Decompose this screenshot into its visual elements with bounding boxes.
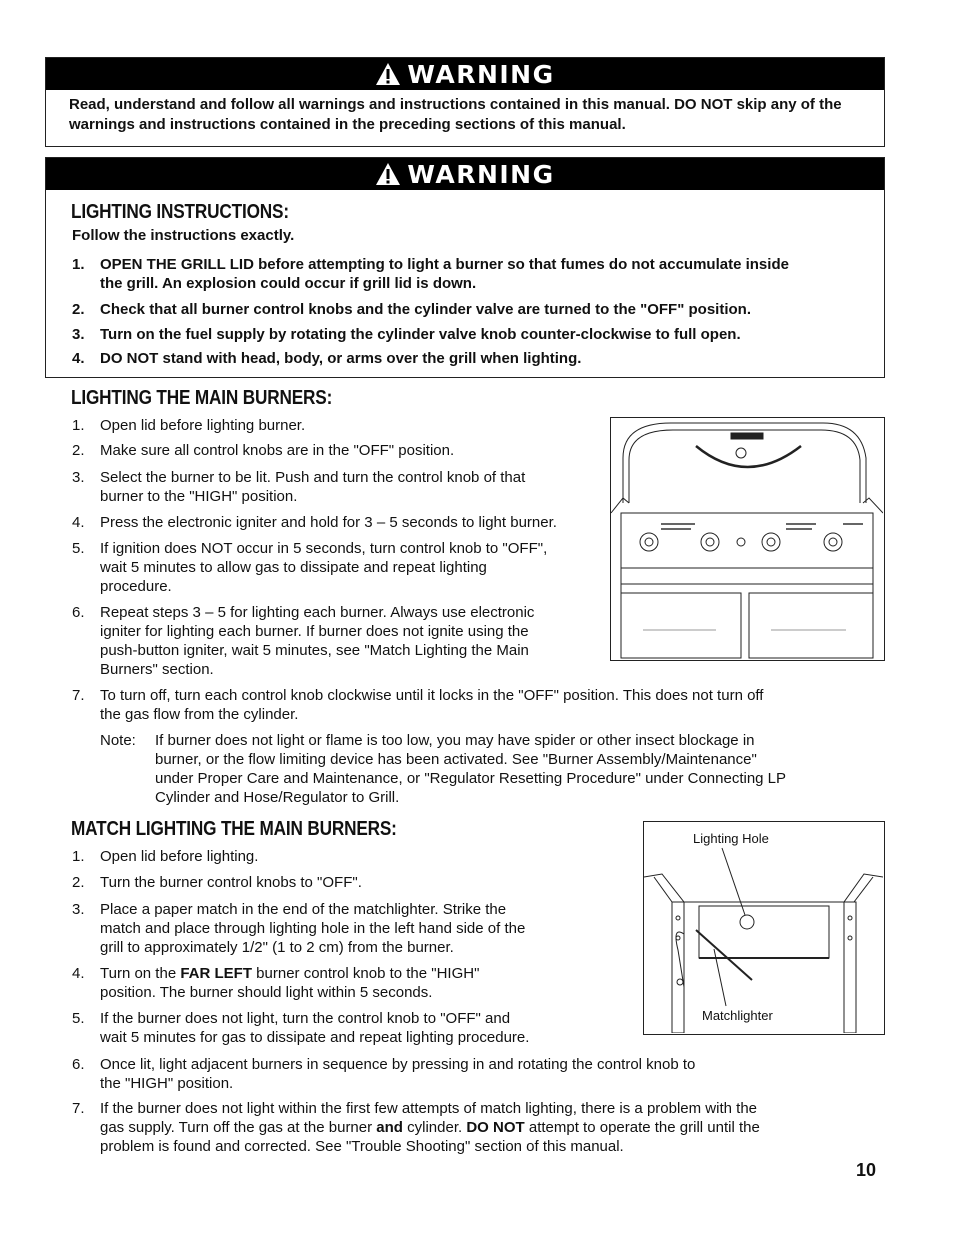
warning-heading: WARNING xyxy=(407,59,555,89)
warning-banner xyxy=(46,158,884,190)
warning-heading: WARNING xyxy=(407,159,555,189)
figure-label-lighting-hole: Lighting Hole xyxy=(693,831,769,846)
matchlighter-illustration xyxy=(643,821,885,1035)
figure-label-matchlighter: Matchlighter xyxy=(702,1008,773,1023)
lighting-instructions-subtitle: Follow the instructions exactly. xyxy=(72,227,295,244)
warning-triangle-icon xyxy=(375,162,401,186)
warning-banner xyxy=(46,58,884,90)
matchlighter-drawing xyxy=(644,822,883,1033)
main-burners-title: LIGHTING THE MAIN BURNERS: xyxy=(71,387,333,409)
note-label: Note: xyxy=(100,732,136,749)
warning-triangle-icon xyxy=(375,62,401,86)
lighting-instructions-title: LIGHTING INSTRUCTIONS: xyxy=(71,201,289,223)
match-lighting-title: MATCH LIGHTING THE MAIN BURNERS: xyxy=(71,818,397,840)
page-number: 10 xyxy=(856,1160,877,1180)
warning-text: Read, understand and follow all warnings and instructions contained in this manual. DO NOT skip any of the warnings and instructions contained in the preceding sections of this manual. xyxy=(69,96,842,133)
grill-front-drawing xyxy=(611,418,883,659)
warning-box-general xyxy=(45,57,885,147)
grill-illustration xyxy=(610,417,885,661)
